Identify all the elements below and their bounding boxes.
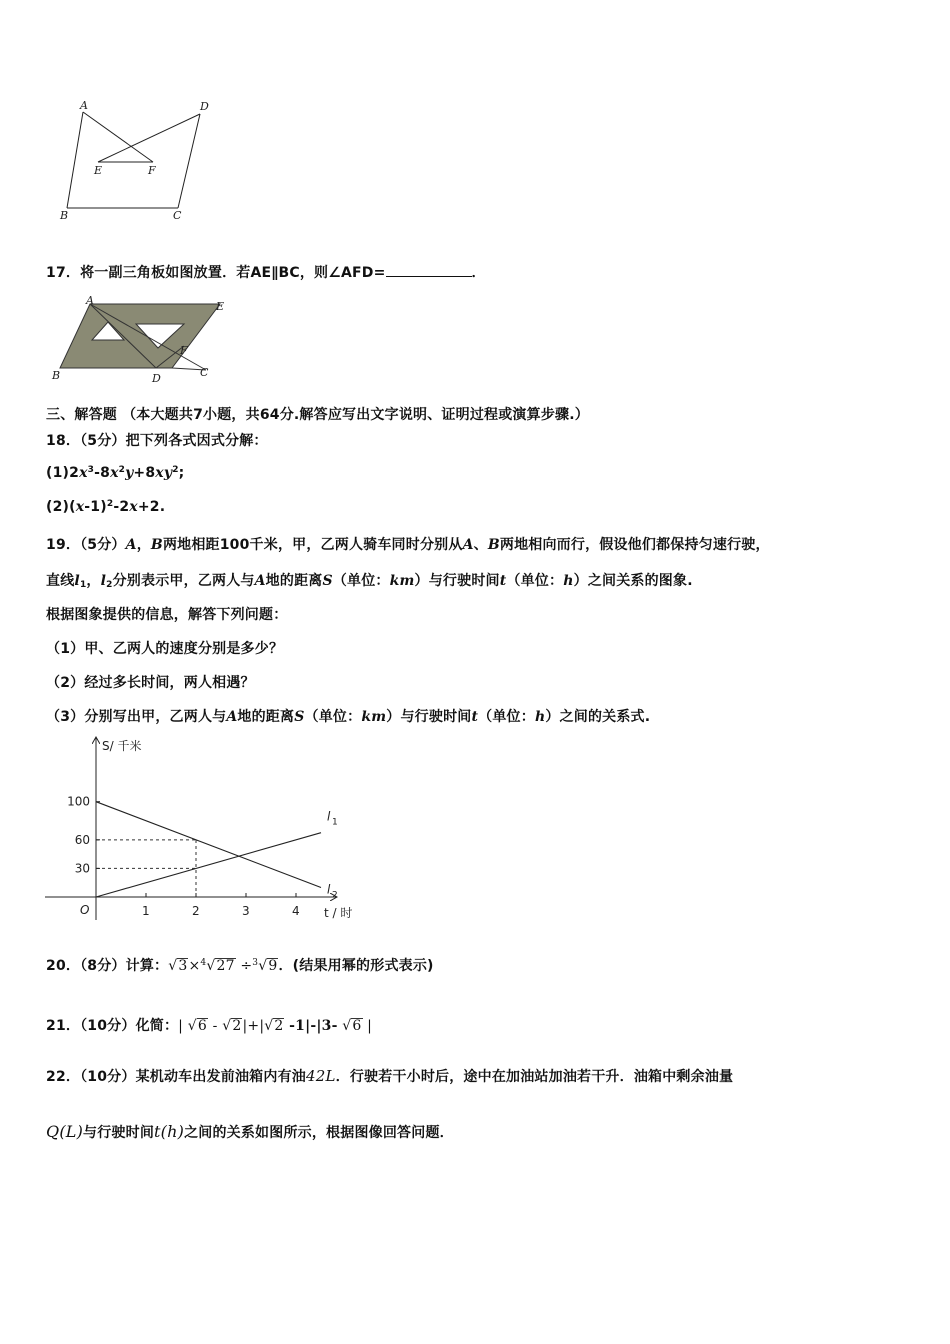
q19s3-f: ）之间的关系式.: [545, 709, 651, 725]
q19-a1: A: [125, 537, 137, 553]
distance-time-chart: [40, 730, 380, 930]
fig17-parallelogram: [60, 304, 220, 368]
q19-l1c: 两地相向而行，假设他们都保持匀速行驶，: [499, 537, 770, 553]
fig16-line-de: [98, 114, 200, 162]
q18p2-exp2: 2: [106, 499, 114, 509]
q18p2-x2: x: [129, 499, 138, 515]
q21-minus-2: -1|-|3-: [289, 1018, 338, 1034]
q20-radicand-3: 9: [268, 958, 278, 974]
q20-divide: ÷: [240, 958, 253, 974]
q17-end: ．: [471, 265, 486, 281]
y-tick-label-30: 30: [74, 861, 90, 876]
fig16-label-f: F: [148, 164, 156, 177]
q19-sub-3: [46, 706, 650, 726]
q19-c1: ，: [136, 537, 151, 553]
q18p1-exp2b: 2: [172, 465, 179, 475]
q19s3-km: km: [361, 709, 387, 725]
q19s3-t: t: [471, 709, 479, 725]
q19-a2: A: [462, 537, 474, 553]
q19-l2a: 直线: [46, 573, 75, 589]
q21-minus-1: -: [212, 1018, 218, 1034]
q19-b1: B: [150, 537, 163, 553]
q19s3-d: ）与行驶时间: [386, 709, 472, 725]
q22-text-a: 22．（10分）某机动车出发前油箱内有油: [46, 1069, 306, 1085]
fig17-label-c: C: [200, 366, 209, 379]
q21-radicand-1: 6: [197, 1018, 207, 1034]
q22-t-symbol: t(h): [154, 1122, 185, 1141]
fig16-label-e: E: [94, 164, 103, 177]
q19-l1-sub: 1: [79, 580, 87, 590]
q18p1-plus8: +8: [133, 465, 156, 481]
q19s3-e: （单位：: [478, 709, 535, 725]
q19-sub-2: （2）经过多长时间，两人相遇？: [46, 675, 255, 691]
q20-radicand-1: 3: [178, 958, 188, 974]
q18p1-minus8: -8: [94, 465, 111, 481]
q19-b2: B: [487, 537, 500, 553]
q22-text-c: 与行驶时间: [83, 1125, 155, 1141]
figure-17-set-squares: [48, 296, 238, 386]
fig16-label-d: D: [200, 100, 209, 113]
q21-expression: | √6 - √2|+|√2 -1|-|3- √6 |: [178, 1018, 373, 1034]
q19-l2c: 地的距离: [265, 573, 323, 589]
q18p1-a: (1)2: [46, 465, 80, 481]
series-label-sub-l2: 2: [332, 890, 338, 901]
q19-l2f: （单位：: [506, 573, 564, 589]
q18p2-a: (2)(: [46, 499, 76, 515]
q19-l2d: （单位：: [332, 573, 390, 589]
fig16-line-af: [83, 112, 153, 162]
q18p1-exp3: 3: [87, 465, 95, 475]
question-20: [46, 955, 434, 975]
q20-end: ．(结果用幂的形式表示): [278, 958, 434, 974]
q18-part-2: [46, 499, 165, 515]
q18p1-x: x: [79, 465, 88, 481]
question-19-line-2: [46, 570, 693, 590]
q19s3-A: A: [226, 709, 238, 725]
fig17-label-e: E: [216, 300, 225, 313]
fig16-label-c: C: [173, 209, 182, 222]
q19-a3: A: [254, 573, 266, 589]
fig17-label-d: D: [152, 372, 161, 385]
q18p1-xy: xy: [155, 465, 173, 481]
q19-h: h: [563, 573, 574, 589]
q17-text: 17．将一副三角板如图放置．若AE∥BC，则∠AFD=: [46, 265, 386, 281]
x-tick-label-4: 4: [292, 904, 300, 918]
q20-times: ×: [188, 958, 201, 974]
q22-text-b: ．行驶若干小时后，途中在加油站加油若干升．油箱中剩余油量: [335, 1069, 734, 1085]
q18p2-c: -1): [84, 499, 107, 515]
fig16-label-b: B: [60, 209, 69, 222]
q20-radicand-2: 27: [216, 958, 235, 974]
q19s3-b: 地的距离: [237, 709, 295, 725]
question-19-line-1: [46, 534, 770, 554]
q18-part-1: [46, 465, 184, 481]
q20-expression: √3×$^4$√27 ÷$^3$√9: [168, 958, 278, 974]
q21-bar-2: |: [367, 1018, 373, 1034]
q19-l2-letter: l: [100, 573, 107, 589]
q21-plus: |+|: [242, 1018, 265, 1034]
q19-l1-letter: l: [74, 573, 80, 589]
series-label-l1: l: [327, 809, 331, 824]
q19-l2g: ）之间关系的图象.: [573, 573, 693, 589]
question-21: [46, 1015, 372, 1035]
fig16-label-a: A: [80, 99, 88, 112]
q21-radicand-2: 2: [232, 1018, 242, 1034]
fig17-label-f: F: [180, 344, 188, 357]
y-tick-label-100: 100: [67, 794, 90, 809]
q18p2-minus2: -2: [113, 499, 130, 515]
origin-label: O: [80, 903, 90, 917]
section-3-heading: 三、解答题 （本大题共7小题，共64分.解答应写出文字说明、证明过程或演算步骤.）: [46, 407, 589, 423]
q19-num: 19．（5分）: [46, 537, 126, 553]
question-22-line-2: [46, 1122, 454, 1142]
q18p1-x2: x: [110, 465, 119, 481]
y-axis-label: S/ 千米: [102, 739, 142, 753]
x-tick-label-3: 3: [242, 904, 250, 918]
series-label-l2: l: [327, 882, 331, 897]
q19s3-a: （3）分别写出甲，乙两人与: [46, 709, 227, 725]
q19s3-h: h: [534, 709, 546, 725]
q21-radicand-4: 6: [352, 1018, 362, 1034]
x-tick-label-1: 1: [142, 904, 150, 918]
q21-text: 21．（10分）化简：: [46, 1018, 179, 1034]
question-22-line-1: [46, 1066, 733, 1086]
q18p1-y: y: [125, 465, 134, 481]
fig17-label-a: A: [86, 296, 94, 307]
q19-km: km: [389, 573, 415, 589]
q19-l1b: 两地相距100千米，甲，乙两人骑车同时分别从: [162, 537, 463, 553]
q18p2-end: +2.: [137, 499, 166, 515]
q19-s: S: [322, 573, 333, 589]
q18p2-x: x: [75, 499, 85, 515]
q17-answer-blank: [386, 264, 472, 277]
series-label-sub-l1: 1: [332, 817, 338, 828]
x-axis-label: t / 时: [324, 906, 353, 920]
q19-l2b: 分别表示甲，乙两人与: [112, 573, 255, 589]
q22-q-symbol: Q(L): [46, 1122, 84, 1141]
fig17-label-b: B: [52, 369, 61, 382]
q21-radicand-3: 2: [274, 1018, 284, 1034]
x-tick-label-2: 2: [192, 904, 200, 918]
question-17: [46, 262, 486, 282]
q19s3-c: （单位：: [304, 709, 362, 725]
q19-l2e: ）与行驶时间: [414, 573, 500, 589]
q19-sub-1: （1）甲、乙两人的速度分别是多少？: [46, 641, 284, 657]
q19-t: t: [499, 573, 507, 589]
fig16-edge-ab: [67, 112, 83, 208]
question-18-title: 18．（5分）把下列各式因式分解：: [46, 433, 268, 449]
q19-c2: 、: [473, 537, 488, 553]
q18p1-exp2: 2: [118, 465, 126, 475]
q20-index-4: 4: [200, 958, 207, 968]
q20-index-3: 3: [252, 958, 259, 968]
series-line-l1: [96, 833, 321, 897]
q19-l2-sub: 2: [106, 580, 113, 590]
q18p1-semicolon: ;: [178, 465, 185, 481]
q20-text: 20．（8分）计算：: [46, 958, 169, 974]
series-line-l2: [96, 802, 321, 888]
q19s3-S: S: [294, 709, 305, 725]
fig16-edge-cd: [178, 114, 200, 208]
question-19-line-3: 根据图象提供的信息，解答下列问题：: [46, 607, 288, 623]
q22-volume: 42L: [305, 1067, 336, 1085]
y-tick-label-60: 60: [74, 832, 90, 847]
q19-comma: ，: [86, 573, 101, 589]
figure-16-quadrilateral: [50, 96, 230, 226]
q21-bar-1: |: [178, 1018, 184, 1034]
q22-text-d: 之间的关系如图所示，根据图像回答问题．: [184, 1125, 454, 1141]
